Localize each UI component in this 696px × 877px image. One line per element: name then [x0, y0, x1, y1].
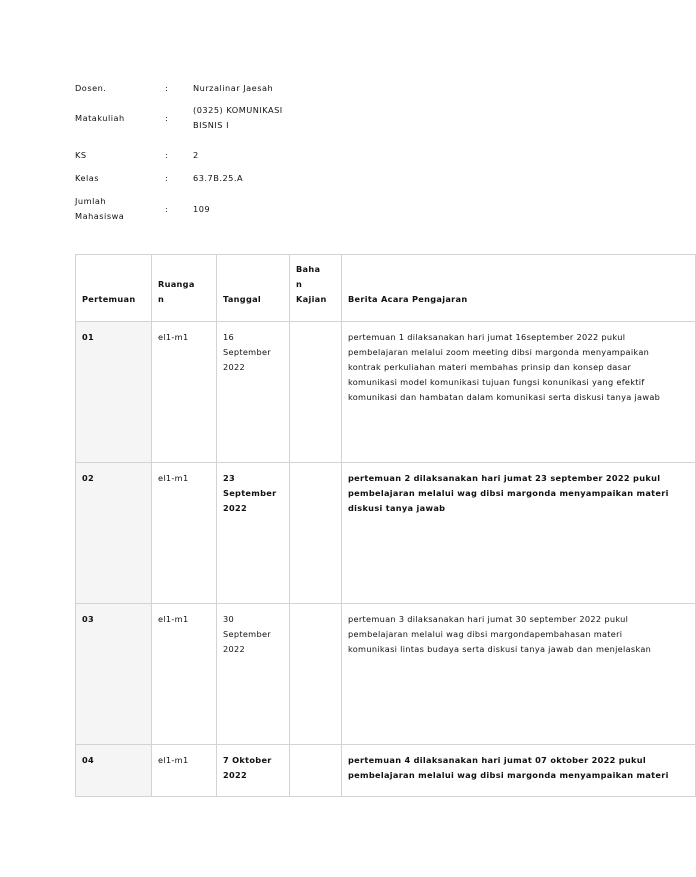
cell-bahan-kajian — [290, 463, 342, 604]
tanggal-line: September — [223, 347, 271, 357]
dosen-row — [75, 80, 375, 96]
cell-pertemuan: 03 — [76, 604, 152, 745]
header-pertemuan: Pertemuan — [76, 255, 152, 322]
kelas-row — [75, 168, 375, 188]
header-bahan-line-2: n — [296, 279, 303, 289]
cell-bahan-kajian — [290, 604, 342, 745]
matakuliah-value-line-1: (0325) KOMUNIKASI — [193, 105, 283, 115]
ks-row — [75, 145, 375, 165]
cell-berita-acara — [342, 604, 696, 745]
cell-ruangan: el1-m1 — [152, 745, 217, 797]
header-ruangan-line-1: Ruanga — [158, 279, 195, 289]
header-bahan-kajian — [290, 255, 342, 322]
cell-ruangan: el1-m1 — [152, 322, 217, 463]
kelas-colon: : — [165, 173, 169, 183]
table-row — [76, 604, 696, 745]
kelas-value: 63.7B.25.A — [193, 172, 244, 183]
dosen-value: Nurzalinar Jaesah — [193, 82, 274, 93]
dosen-colon: : — [165, 83, 169, 93]
kelas-label: Kelas — [75, 172, 100, 183]
cell-ruangan: el1-m1 — [152, 463, 217, 604]
attendance-table-wrap — [75, 254, 669, 802]
jumlah-value: 109 — [193, 203, 211, 214]
berita-line: komunikasi dan hambatan dalam komunikasi serta diskusi tanya jawab — [348, 392, 661, 402]
cell-berita-acara — [342, 322, 696, 463]
berita-line: pembelajaran melalui zoom meeting dibsi margonda menyampaikan — [348, 347, 650, 357]
berita-line: pembelajaran melalui wag dibsi margonda menyampaikan materi — [348, 488, 669, 498]
jumlah-label — [75, 194, 165, 224]
cell-pertemuan: 02 — [76, 463, 152, 604]
header-bahan-line-3: Kajian — [296, 294, 327, 304]
berita-line: pertemuan 2 dilaksanakan hari jumat 23 september 2022 pukul — [348, 473, 661, 483]
cell-berita-acara — [342, 745, 696, 797]
matakuliah-row — [75, 96, 375, 140]
course-info — [75, 80, 375, 226]
tanggal-line: September — [223, 629, 271, 639]
table-row — [76, 322, 696, 463]
berita-line: pembelajaran melalui wag dibsi margondapembahasan materi — [348, 629, 623, 639]
jumlah-row — [75, 192, 375, 226]
cell-tanggal — [217, 322, 290, 463]
matakuliah-label: Matakuliah — [75, 112, 125, 123]
cell-tanggal — [217, 604, 290, 745]
table-row — [76, 463, 696, 604]
table-header-row — [76, 255, 696, 322]
cell-bahan-kajian — [290, 322, 342, 463]
tanggal-line: September — [223, 488, 277, 498]
cell-pertemuan: 01 — [76, 322, 152, 463]
cell-ruangan: el1-m1 — [152, 604, 217, 745]
berita-line: komunikasi lintas budaya serta diskusi tanya jawab dan menjelaskan — [348, 644, 652, 654]
table-row — [76, 745, 696, 797]
cell-bahan-kajian — [290, 745, 342, 797]
jumlah-label-line-1: Jumlah — [75, 196, 107, 206]
tanggal-line: 23 — [223, 473, 235, 483]
cell-tanggal — [217, 463, 290, 604]
cell-pertemuan: 04 — [76, 745, 152, 797]
attendance-table — [75, 254, 696, 797]
tanggal-line: 2022 — [223, 362, 246, 372]
tanggal-line: 2022 — [223, 770, 247, 780]
berita-line: komunikasi model komunikasi tujuan fungsi konunikasi yang efektif — [348, 377, 645, 387]
matakuliah-colon: : — [165, 113, 169, 123]
jumlah-label-line-2: Mahasiswa — [75, 211, 125, 221]
header-tanggal: Tanggal — [217, 255, 290, 322]
tanggal-line: 30 — [223, 614, 235, 624]
jumlah-colon: : — [165, 204, 169, 214]
berita-line: pertemuan 1 dilaksanakan hari jumat 16september 2022 pukul — [348, 332, 626, 342]
header-ruangan — [152, 255, 217, 322]
ks-colon: : — [165, 150, 169, 160]
header-bahan-line-1: Baha — [296, 264, 321, 274]
berita-line: pembelajaran melalui wag dibsi margonda menyampaikan materi — [348, 770, 669, 780]
header-ruangan-line-2: n — [158, 294, 165, 304]
matakuliah-value — [193, 103, 303, 133]
cell-berita-acara — [342, 463, 696, 604]
berita-line: pertemuan 4 dilaksanakan hari jumat 07 oktober 2022 pukul — [348, 755, 647, 765]
dosen-label: Dosen. — [75, 82, 107, 93]
tanggal-line: 16 — [223, 332, 235, 342]
tanggal-line: 2022 — [223, 503, 247, 513]
ks-value: 2 — [193, 149, 199, 160]
berita-line: kontrak perkuliahan materi membahas prinsip dan konsep dasar — [348, 362, 632, 372]
berita-line: pertemuan 3 dilaksanakan hari jumat 30 september 2022 pukul — [348, 614, 629, 624]
header-berita-acara: Berita Acara Pengajaran — [342, 255, 696, 322]
tanggal-line: 7 Oktober — [223, 755, 272, 765]
ks-label: KS — [75, 149, 87, 160]
cell-tanggal — [217, 745, 290, 797]
tanggal-line: 2022 — [223, 644, 246, 654]
berita-line: diskusi tanya jawab — [348, 503, 446, 513]
matakuliah-value-line-2: BISNIS I — [193, 120, 229, 130]
